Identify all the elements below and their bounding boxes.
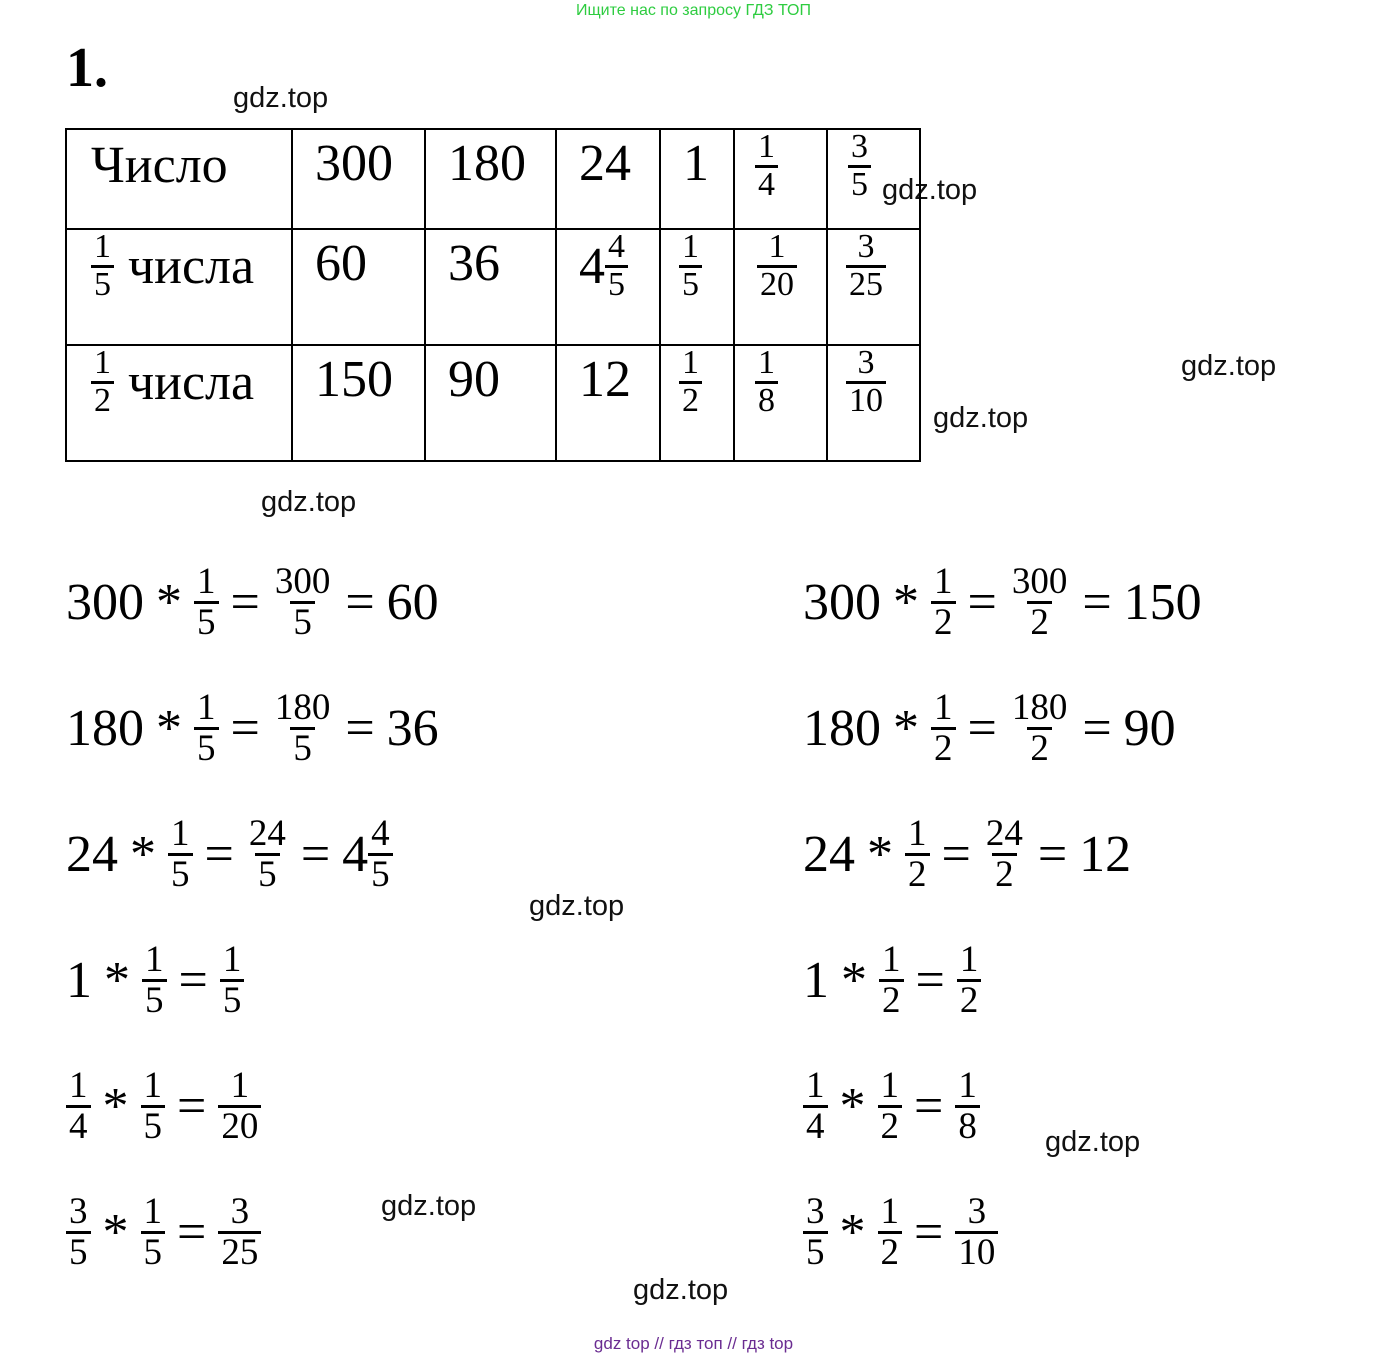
value-cell: 36 bbox=[425, 229, 556, 345]
fraction: $\frac{3}{5}$ bbox=[848, 130, 871, 202]
watermark: gdz.top bbox=[633, 1274, 729, 1306]
number-cell: 1 bbox=[660, 129, 734, 229]
number-cell bbox=[827, 129, 920, 229]
equation: 1 * $\frac{1}{5}$ = $\frac{1}{5}$ bbox=[66, 941, 244, 1019]
table-row-numbers bbox=[66, 129, 920, 229]
watermark: gdz.top bbox=[1181, 350, 1277, 382]
mixed-number: 4 $\frac{4}{5}$ bbox=[579, 230, 628, 302]
equation: 24 * $\frac{1}{5}$ = $\frac{24}{5}$ = 4 $\frac{4}{5}$ bbox=[66, 815, 393, 893]
row-label-cell bbox=[66, 229, 292, 345]
equation: $\frac{1}{4}$ * $\frac{1}{2}$ = $\frac{1}{8}$ bbox=[803, 1067, 980, 1145]
top-banner: Ищите нас по запросу ГДЗ ТОП bbox=[576, 2, 811, 19]
watermark: gdz.top bbox=[882, 174, 978, 206]
equation: $\frac{3}{5}$ * $\frac{1}{2}$ = $\frac{3}{10}$ bbox=[803, 1193, 998, 1271]
footer-links: gdz top // гдз топ // гдз top bbox=[593, 1334, 794, 1353]
number-cell bbox=[734, 129, 827, 229]
header-cell bbox=[66, 129, 292, 229]
value-cell: 12 bbox=[556, 345, 660, 461]
value-cell bbox=[660, 229, 734, 345]
value-cell: 150 bbox=[292, 345, 425, 461]
equation: 180 * $\frac{1}{5}$ = $\frac{180}{5}$ = 36 bbox=[66, 687, 439, 769]
table-row-one-half bbox=[66, 345, 920, 461]
row-label-fraction: $\frac{1}{5}$ bbox=[91, 230, 114, 302]
value-cell: 60 bbox=[292, 229, 425, 345]
number-cell: 300 bbox=[292, 129, 425, 229]
fraction: $\frac{3}{10}$ bbox=[846, 346, 886, 418]
task-number: 1. bbox=[66, 37, 108, 99]
equation: 300 * $\frac{1}{2}$ = $\frac{300}{2}$ = 150 bbox=[803, 561, 1202, 643]
value-cell bbox=[827, 229, 920, 345]
equation: 300 * $\frac{1}{5}$ = $\frac{300}{5}$ = 60 bbox=[66, 561, 439, 643]
watermark: gdz.top bbox=[529, 890, 625, 922]
value-cell bbox=[827, 345, 920, 461]
equation: 180 * $\frac{1}{2}$ = $\frac{180}{2}$ = 90 bbox=[803, 687, 1176, 769]
fraction: $\frac{1}{8}$ bbox=[755, 346, 778, 418]
watermark: gdz.top bbox=[1045, 1126, 1141, 1158]
watermark: gdz.top bbox=[381, 1190, 477, 1222]
fraction: $\frac{1}{20}$ bbox=[757, 230, 797, 302]
row-label-cell bbox=[66, 345, 292, 461]
number-cell: 24 bbox=[556, 129, 660, 229]
watermark: gdz.top bbox=[233, 82, 329, 114]
fraction: $\frac{3}{25}$ bbox=[846, 230, 886, 302]
row-label-text: числа bbox=[128, 237, 255, 295]
table-row-one-fifth bbox=[66, 229, 920, 345]
fraction: $\frac{1}{4}$ bbox=[755, 130, 778, 202]
row-label-text: числа bbox=[128, 353, 255, 411]
value-cell: 90 bbox=[425, 345, 556, 461]
header-label: Число bbox=[91, 137, 228, 194]
value-cell bbox=[556, 229, 660, 345]
equation: 24 * $\frac{1}{2}$ = $\frac{24}{2}$ = 12 bbox=[803, 813, 1132, 895]
value-cell bbox=[660, 345, 734, 461]
watermark: gdz.top bbox=[933, 402, 1029, 434]
row-label-fraction: $\frac{1}{2}$ bbox=[91, 346, 114, 418]
equation: $\frac{3}{5}$ * $\frac{1}{5}$ = $\frac{3}{25}$ bbox=[66, 1193, 261, 1271]
fraction: $\frac{1}{5}$ bbox=[679, 230, 702, 302]
value-cell bbox=[734, 345, 827, 461]
equation: 1 * $\frac{1}{2}$ = $\frac{1}{2}$ bbox=[803, 941, 981, 1019]
fraction: $\frac{1}{2}$ bbox=[679, 346, 702, 418]
value-cell bbox=[734, 229, 827, 345]
number-cell: 180 bbox=[425, 129, 556, 229]
watermark: gdz.top bbox=[261, 486, 357, 518]
equation: $\frac{1}{4}$ * $\frac{1}{5}$ = $\frac{1}{20}$ bbox=[66, 1067, 261, 1145]
fraction-table bbox=[65, 128, 921, 462]
